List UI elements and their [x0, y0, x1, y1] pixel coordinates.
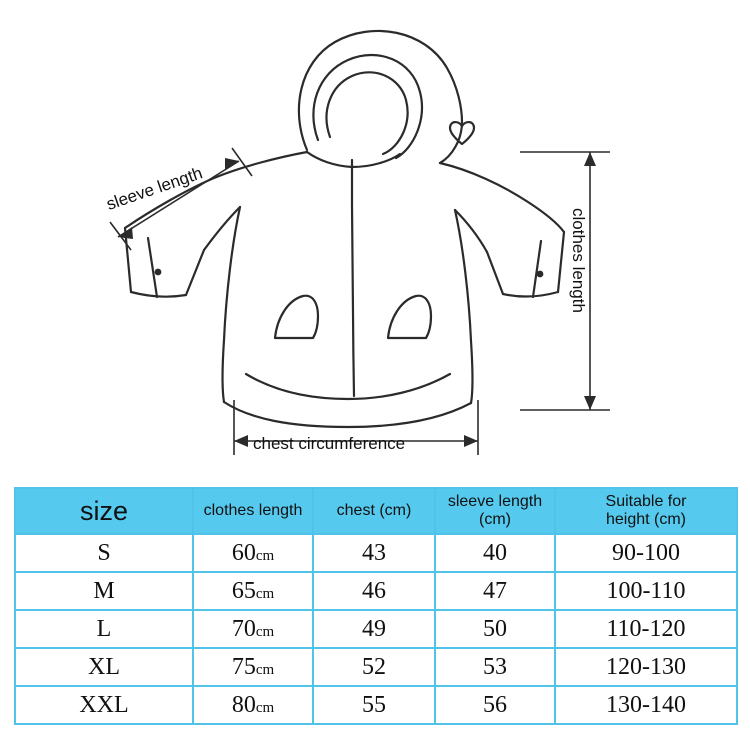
cell-clothes-length	[193, 572, 313, 610]
header-size: size	[15, 488, 193, 534]
cell-sleeve: 50	[435, 610, 555, 648]
cell-sleeve: 47	[435, 572, 555, 610]
cell-clothes-length-unit: cm	[255, 699, 275, 716]
cell-height: 130-140	[555, 686, 737, 724]
cell-clothes-length-unit: cm	[255, 547, 275, 564]
cell-height: 110-120	[555, 610, 737, 648]
table-row	[15, 572, 737, 610]
cell-sleeve: 56	[435, 686, 555, 724]
cell-clothes-length-value: 75	[231, 653, 256, 680]
clothes-dimension-line	[520, 152, 610, 410]
header-height-line2: height (cm)	[605, 511, 687, 528]
cell-sleeve: 40	[435, 534, 555, 572]
sleeve-length-label: sleeve length	[104, 163, 205, 214]
cell-clothes-length	[193, 610, 313, 648]
table-header-row	[15, 488, 737, 534]
table-row	[15, 610, 737, 648]
chest-circumference-label: chest circumference	[253, 434, 406, 453]
cell-height: 100-110	[555, 572, 737, 610]
cell-clothes-length-value: 70	[231, 615, 256, 642]
cell-clothes-length-unit: cm	[255, 623, 275, 640]
cell-clothes-length-unit: cm	[255, 661, 275, 678]
header-sleeve-length-line2: (cm)	[479, 511, 511, 528]
header-height	[555, 488, 737, 534]
table-row	[15, 686, 737, 724]
cell-clothes-length-value: 80	[231, 691, 256, 718]
header-chest: chest (cm)	[313, 488, 435, 534]
cell-size: L	[15, 610, 193, 648]
cell-clothes-length-value: 65	[231, 577, 256, 604]
cell-clothes-length	[193, 648, 313, 686]
size-table-wrapper	[14, 487, 736, 725]
table-row	[15, 648, 737, 686]
cell-height: 120-130	[555, 648, 737, 686]
cell-chest: 46	[313, 572, 435, 610]
cell-clothes-length-value: 60	[231, 539, 256, 566]
cell-chest: 43	[313, 534, 435, 572]
clothes-length-label: clothes length	[569, 208, 588, 313]
cell-size: XXL	[15, 686, 193, 724]
cell-chest: 55	[313, 686, 435, 724]
cell-size: XL	[15, 648, 193, 686]
cell-clothes-length-unit: cm	[255, 585, 275, 602]
cell-chest: 49	[313, 610, 435, 648]
cell-clothes-length	[193, 534, 313, 572]
header-sleeve-length-line1: sleeve length	[447, 493, 543, 510]
table-row	[15, 534, 737, 572]
size-table	[14, 487, 738, 725]
cell-clothes-length	[193, 686, 313, 724]
header-sleeve-length	[435, 488, 555, 534]
cell-sleeve: 53	[435, 648, 555, 686]
cell-height: 90-100	[555, 534, 737, 572]
header-height-line1: Suitable for	[605, 493, 687, 510]
header-clothes-length: clothes length	[193, 488, 313, 534]
cell-size: M	[15, 572, 193, 610]
cell-size: S	[15, 534, 193, 572]
cell-chest: 52	[313, 648, 435, 686]
